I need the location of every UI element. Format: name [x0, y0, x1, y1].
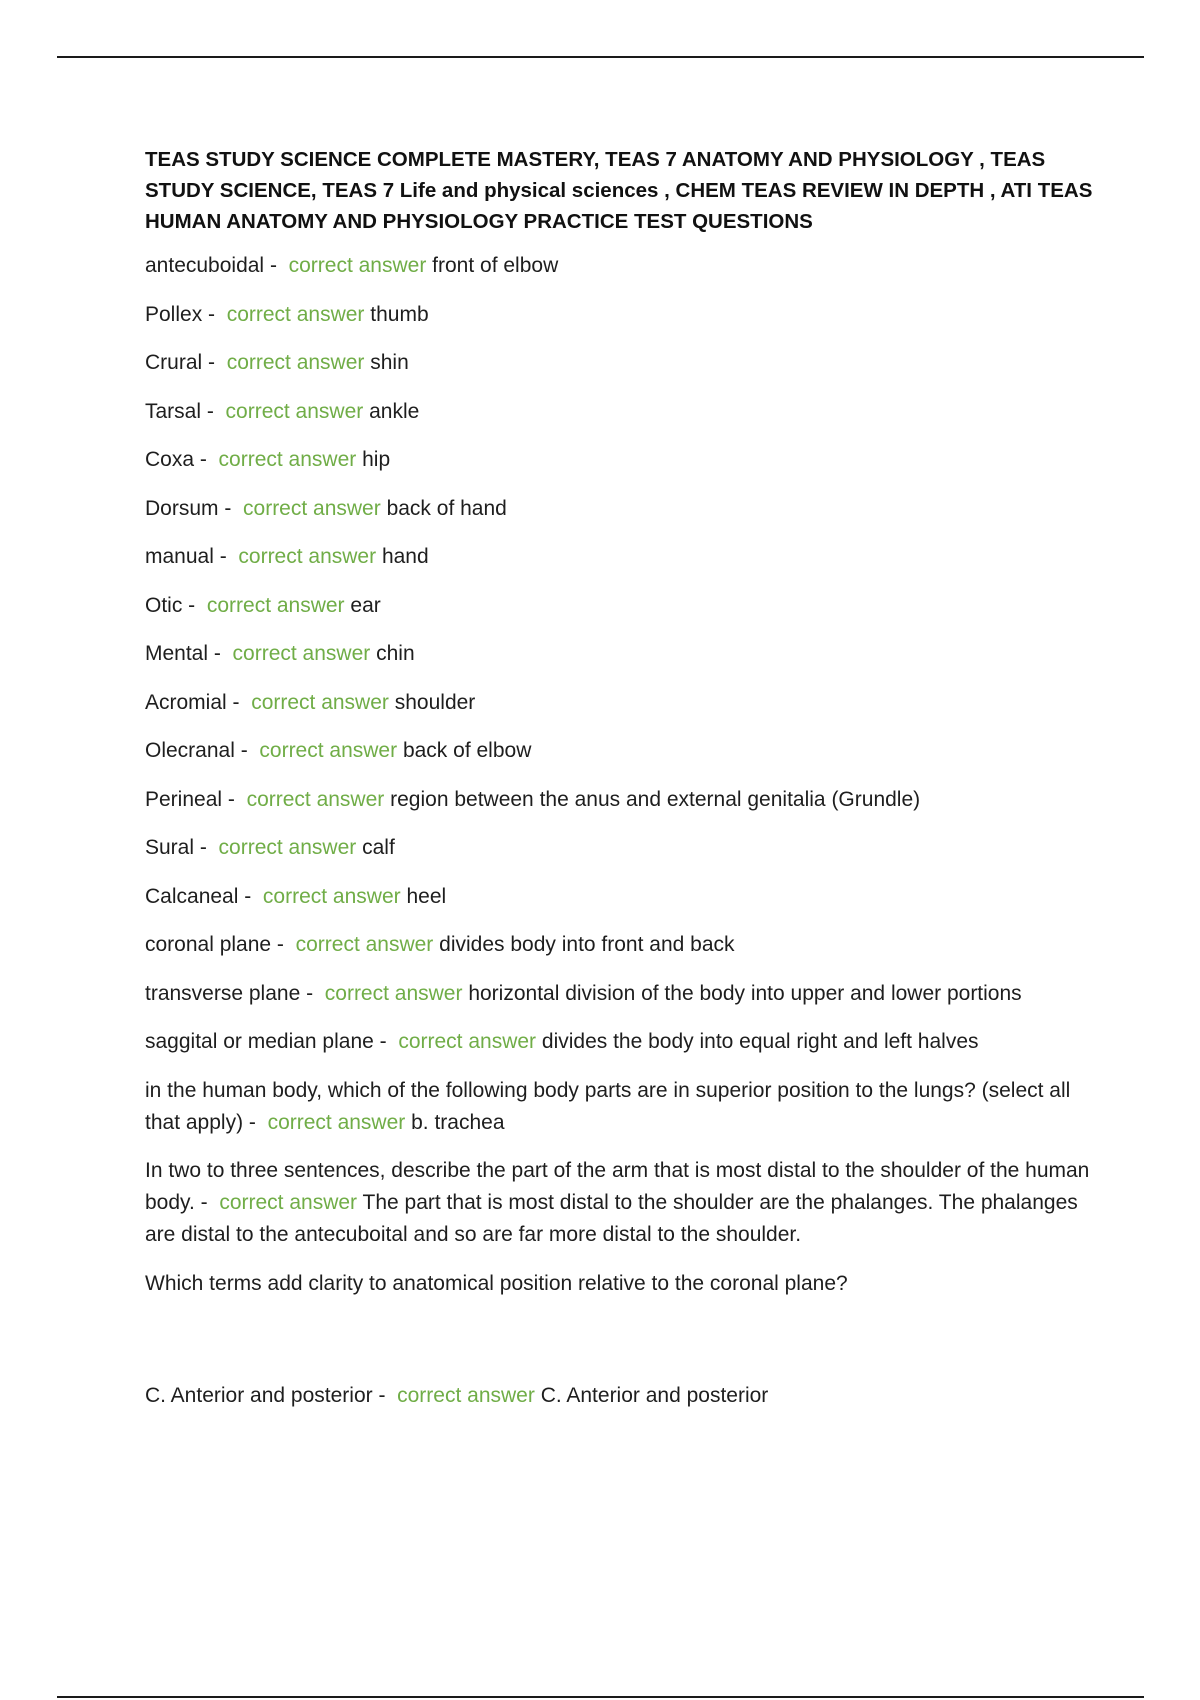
term: In two to three sentences, describe the part of the arm that is most distal to the shoulder of the human body. — [145, 1159, 1090, 1214]
correct-answer-label: correct answer — [226, 302, 365, 326]
answer: front of elbow — [432, 254, 559, 277]
correct-answer-label: correct answer — [243, 496, 381, 520]
separator: - — [202, 302, 227, 326]
answer: The part that is most distal to the shoulder are the phalanges. The phalanges are distal to the antecuboital and so are far more distal to the shoulder. — [145, 1191, 1078, 1246]
separator: - — [213, 545, 239, 568]
qa-item — [145, 784, 1095, 816]
correct-answer-label: correct answer — [225, 399, 364, 423]
term: transverse plane — [145, 981, 301, 1005]
answer: b. trachea — [411, 1110, 505, 1134]
correct-answer-label: correct answer — [219, 1191, 358, 1214]
qa-item — [145, 250, 1095, 282]
answer: hand — [381, 545, 429, 568]
qa-item — [145, 590, 1095, 622]
separator: - — [243, 1110, 268, 1134]
term: Mental — [145, 642, 209, 665]
correct-answer-label: correct answer — [267, 1110, 406, 1134]
separator: - — [194, 836, 219, 859]
correct-answer-label: correct answer — [259, 739, 398, 762]
qa-item — [145, 687, 1095, 719]
final-qa-item — [145, 1380, 1095, 1412]
term: Otic — [145, 593, 183, 617]
separator: - — [208, 642, 233, 665]
separator: - — [182, 593, 207, 617]
qa-item — [145, 978, 1095, 1010]
answer: ear — [350, 593, 381, 617]
qa-item — [145, 832, 1095, 864]
separator: - — [226, 690, 252, 714]
footer-rule — [57, 1696, 1144, 1698]
separator: - — [372, 1384, 398, 1407]
qa-item — [145, 1075, 1095, 1139]
correct-answer-label: correct answer — [324, 981, 463, 1005]
term: Sural — [145, 836, 195, 859]
answer: chin — [376, 642, 415, 665]
final-question-stem: Which terms add clarity to anatomical position relative to the coronal plane? — [145, 1271, 848, 1295]
separator: - — [373, 1030, 399, 1053]
qa-item — [145, 347, 1095, 379]
qa-item — [145, 1155, 1095, 1251]
correct-answer-label: correct answer — [206, 593, 345, 617]
qa-item — [145, 493, 1095, 525]
document-title: TEAS STUDY SCIENCE COMPLETE MASTERY, TEAS 7 ANATOMY AND PHYSIOLOGY , TEAS STUDY SCIENCE, TEAS 7 Life and physical sciences , CHEM TEAS REVIEW IN DEPTH , ATI TEAS HUMAN ANATOMY AND PHYSIOLOGY PRACTICE TEST QUESTIONS — [145, 148, 1093, 233]
correct-answer-label: correct answer — [218, 448, 357, 471]
qa-item — [145, 881, 1095, 913]
answer: shin — [370, 351, 409, 374]
separator: - — [234, 739, 260, 762]
answer: calf — [362, 836, 395, 859]
term: Tarsal — [145, 399, 202, 423]
correct-answer-label: correct answer — [226, 351, 365, 374]
qa-item — [145, 299, 1095, 331]
term: Acromial — [145, 690, 227, 714]
answer: hip — [362, 448, 391, 471]
correct-answer-label: correct answer — [232, 642, 371, 665]
separator: - — [222, 787, 247, 811]
answer: divides the body into equal right and left halves — [541, 1030, 979, 1053]
term: saggital or median plane — [145, 1030, 374, 1053]
answer: heel — [406, 884, 447, 908]
answer: back of hand — [386, 496, 507, 520]
separator: - — [300, 981, 325, 1005]
term: in the human body, which of the following body parts are in superior position to the lungs? (select all that apply) — [145, 1078, 1071, 1134]
answer: horizontal division of the body into upper and lower portions — [468, 981, 1022, 1005]
answer: shoulder — [394, 690, 476, 714]
term: Calcaneal — [145, 884, 239, 908]
answer: ankle — [369, 399, 420, 423]
correct-answer-label: correct answer — [295, 933, 434, 956]
qa-item — [145, 396, 1095, 428]
separator: - — [238, 884, 263, 908]
answer: divides body into front and back — [439, 933, 735, 956]
correct-answer-label: correct answer — [218, 836, 357, 859]
separator: - — [271, 933, 296, 956]
correct-answer-label: correct answer — [251, 690, 389, 714]
term: antecuboidal — [145, 254, 265, 277]
separator: - — [218, 496, 244, 520]
answer: thumb — [370, 302, 429, 326]
separator: - — [194, 1191, 220, 1214]
qa-item — [145, 1026, 1095, 1058]
correct-answer-label: correct answer — [238, 545, 377, 568]
answer: back of elbow — [402, 739, 532, 762]
answer: C. Anterior and posterior — [540, 1384, 769, 1407]
qa-item — [145, 638, 1095, 670]
header-rule — [57, 56, 1144, 58]
correct-answer-label: correct answer — [397, 1384, 535, 1407]
term: coronal plane — [145, 933, 272, 956]
blank-gap — [145, 1316, 1095, 1380]
separator: - — [201, 399, 226, 423]
term: Olecranal — [145, 739, 235, 762]
separator: - — [264, 254, 289, 277]
term: Perineal — [145, 787, 223, 811]
document-body — [145, 144, 1095, 1429]
term: C. Anterior and posterior — [145, 1384, 373, 1407]
term: Dorsum — [145, 496, 219, 520]
term: Coxa — [145, 448, 195, 471]
qa-item — [145, 735, 1095, 767]
correct-answer-label: correct answer — [246, 787, 385, 811]
term: manual — [145, 545, 214, 568]
qa-item — [145, 929, 1095, 961]
correct-answer-label: correct answer — [262, 884, 401, 908]
qa-list — [145, 250, 1095, 1251]
correct-answer-label: correct answer — [398, 1030, 537, 1053]
separator: - — [202, 351, 227, 374]
qa-item — [145, 444, 1095, 476]
answer: region between the anus and external genitalia (Grundle) — [390, 787, 921, 811]
term: Pollex — [145, 302, 203, 326]
qa-item — [145, 541, 1095, 573]
separator: - — [194, 448, 219, 471]
correct-answer-label: correct answer — [288, 254, 427, 277]
term: Crural — [145, 351, 203, 374]
